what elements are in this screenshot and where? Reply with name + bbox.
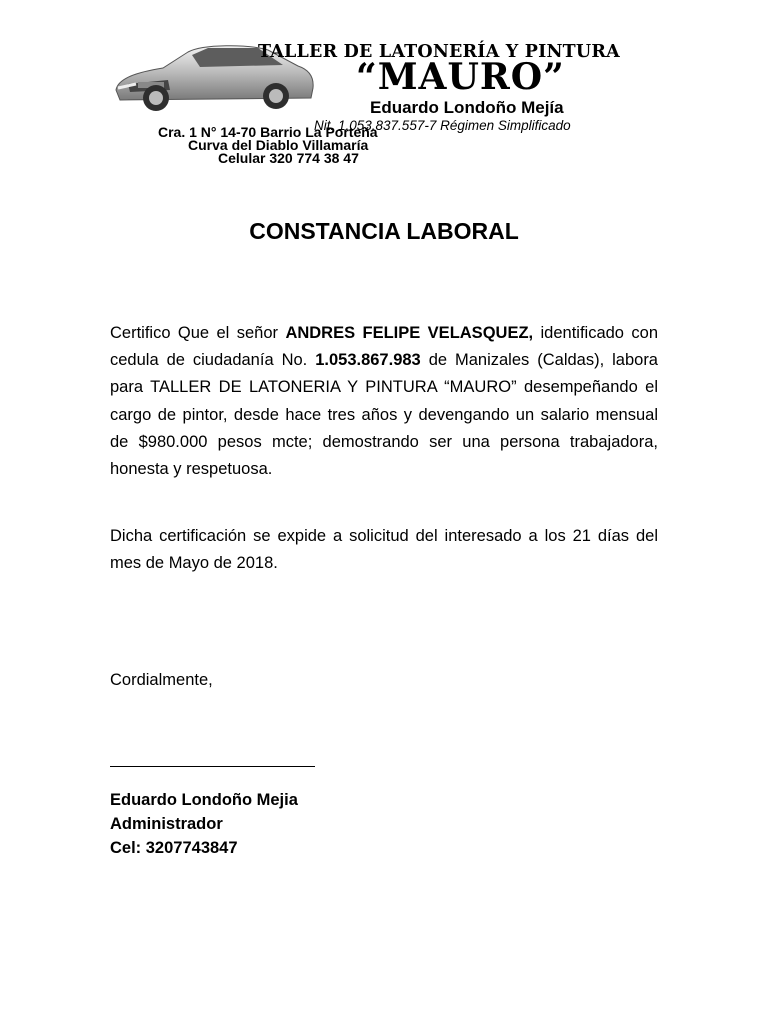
signer-name: Eduardo Londoño Mejia [110,791,298,809]
closing: Cordialmente, [110,671,213,689]
company-name: “MAURO” [356,56,565,98]
document-title: CONSTANCIA LABORAL [249,218,519,244]
signature-line [110,766,315,767]
nit-line: Nit. 1.053.837.557-7 Régimen Simplificado [314,118,571,133]
company-line: TALLER DE LATONERÍA Y PINTURA [258,42,620,62]
signer-role: Administrador [110,815,223,833]
signer-phone: Cel: 3207743847 [110,839,238,857]
address-line: Curva del Diablo Villamaría [188,137,369,153]
text-run: identificado con cedula de ciudadanía No. [110,324,658,370]
phone-line: Celular 320 774 38 47 [218,150,359,166]
owner-name: Eduardo Londoño Mejía [370,98,564,117]
id-number: 1.053.867.983 [315,351,421,370]
text-run: Certifico Que el señor [110,324,286,342]
letterhead [108,38,726,166]
address-line: Cra. 1 N° 14-70 Barrio La Porteña [158,124,378,140]
text-run: de Manizales (Caldas), labora para TALLER DE LATONERIA Y PINTURA “MAURO” desempeñando el cargo de pintor, desde hace tres años y devengando un salario mensual de $980.000 pesos mcte; demostrando ser una persona trabajadora, honesta y respetuosa. [110,351,658,479]
certification-paragraph [110,320,658,483]
employee-name: ANDRES FELIPE VELASQUEZ, [285,324,534,342]
issue-paragraph: Dicha certificación se expide a solicitud del interesado a los 21 días del mes de Mayo de 2018. [110,527,658,573]
